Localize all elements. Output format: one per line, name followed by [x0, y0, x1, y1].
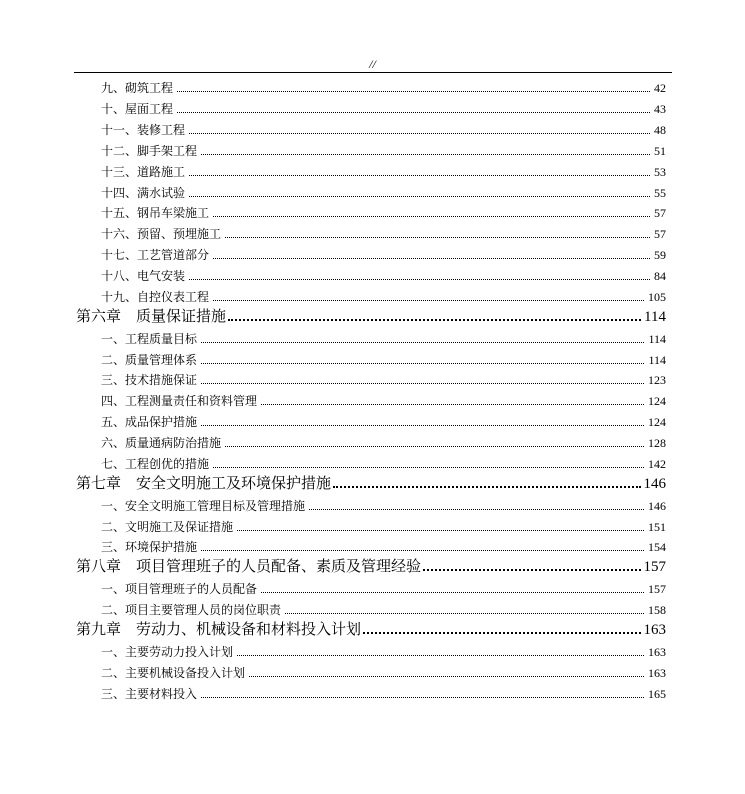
toc-entry-title: 十六、预留、预埋施工 [101, 227, 222, 241]
toc-leader [309, 509, 644, 510]
toc-entry-title: 四、工程测量责任和资料管理 [101, 394, 258, 408]
toc-entry-title: 一、工程质量目标 [101, 332, 198, 346]
toc-page-number: 55 [654, 186, 666, 200]
toc-entry-title: 九、砌筑工程 [101, 81, 174, 95]
toc-leader [261, 592, 644, 593]
toc-page-number: 146 [648, 499, 666, 513]
toc-chapter-title: 第六章 质量保证措施 [76, 307, 227, 325]
toc-leader [237, 530, 644, 531]
toc-chapter-entry[interactable] [76, 472, 666, 493]
toc-entry-title: 三、环境保护措施 [101, 540, 198, 554]
toc-page-number: 105 [648, 290, 666, 304]
toc-leader [189, 175, 650, 176]
toc-entry-title: 十五、钢吊车梁施工 [101, 206, 210, 220]
page-header-mark: // [369, 57, 376, 71]
toc-leader [228, 319, 641, 321]
toc-leader [285, 613, 644, 614]
toc-entry-title: 十一、装修工程 [101, 123, 186, 137]
toc-leader [423, 569, 640, 571]
toc-leader [189, 133, 650, 134]
toc-chapter-title: 第九章 劳动力、机械设备和材料投入计划 [76, 620, 362, 638]
toc-entry[interactable] [101, 75, 666, 96]
toc-page-number: 165 [648, 687, 666, 701]
toc-entry-title: 六、质量通病防治措施 [101, 436, 222, 450]
toc-page-number: 42 [654, 81, 666, 95]
toc-page-number: 53 [654, 165, 666, 179]
toc-entry-title: 一、主要劳动力投入计划 [101, 645, 234, 659]
toc-entry[interactable] [101, 597, 666, 618]
toc-entry[interactable] [101, 514, 666, 535]
toc-leader [225, 237, 650, 238]
toc-entry[interactable] [101, 242, 666, 263]
toc-page-number: 158 [648, 603, 666, 617]
toc-leader [213, 300, 644, 301]
toc-leader [201, 425, 644, 426]
toc-entry[interactable] [101, 660, 666, 681]
toc-page-number: 114 [648, 332, 666, 346]
toc-leader [201, 363, 644, 364]
toc-page-number: 163 [643, 622, 666, 638]
toc-entry-title: 十九、自控仪表工程 [101, 290, 210, 304]
toc-leader [189, 196, 650, 197]
toc-leader [177, 91, 650, 92]
toc-page-number: 114 [648, 353, 666, 367]
toc-page-number: 57 [654, 206, 666, 220]
toc-entry[interactable] [101, 534, 666, 555]
toc-page-number: 163 [648, 645, 666, 659]
toc-chapter-entry[interactable] [76, 618, 666, 639]
toc-leader [201, 697, 644, 698]
toc-chapter-entry[interactable] [76, 305, 666, 326]
toc-page-number: 142 [648, 457, 666, 471]
header-rule [74, 72, 672, 73]
toc-entry-title: 十、屋面工程 [101, 102, 174, 116]
toc-page-number: 57 [654, 227, 666, 241]
toc-page-number: 84 [654, 269, 666, 283]
toc-leader [225, 446, 644, 447]
toc-page-number: 146 [643, 476, 666, 492]
toc-entry-title: 五、成品保护措施 [101, 415, 198, 429]
toc-entry[interactable] [101, 409, 666, 430]
toc-page-number: 128 [648, 436, 666, 450]
toc-entry-title: 二、主要机械设备投入计划 [101, 666, 246, 680]
toc-entry-title: 三、技术措施保证 [101, 373, 198, 387]
toc-entry-title: 一、项目管理班子的人员配备 [101, 582, 258, 596]
toc-chapter-title: 第八章 项目管理班子的人员配备、素质及管理经验 [76, 557, 422, 575]
toc-page-number: 43 [654, 102, 666, 116]
toc-leader [333, 486, 640, 488]
toc-page-number: 48 [654, 123, 666, 137]
toc-leader [177, 112, 650, 113]
toc-page-number: 51 [654, 144, 666, 158]
toc-leader [213, 258, 650, 259]
toc-entry-title: 二、质量管理体系 [101, 353, 198, 367]
toc-page-number: 114 [644, 309, 666, 325]
toc-entry[interactable] [101, 96, 666, 117]
toc-leader [201, 342, 644, 343]
toc-chapter-title: 第七章 安全文明施工及环境保护措施 [76, 474, 332, 492]
toc-entry[interactable] [101, 347, 666, 368]
toc-entry[interactable] [101, 367, 666, 388]
toc-entry[interactable] [101, 681, 666, 702]
toc-page-number: 163 [648, 666, 666, 680]
toc-entry[interactable] [101, 180, 666, 201]
toc-entry-title: 十三、道路施工 [101, 165, 186, 179]
toc-page-number: 154 [648, 540, 666, 554]
toc-entry[interactable] [101, 117, 666, 138]
toc-entry[interactable] [101, 493, 666, 514]
toc-entry-title: 十七、工艺管道部分 [101, 248, 210, 262]
toc-page-number: 157 [648, 582, 666, 596]
toc-entry[interactable] [101, 576, 666, 597]
toc-page-number: 59 [654, 248, 666, 262]
toc-page-number: 157 [643, 559, 666, 575]
toc-page-number: 123 [648, 373, 666, 387]
toc-entry-title: 十八、电气安装 [101, 269, 186, 283]
toc-entry[interactable] [101, 430, 666, 451]
toc-entry[interactable] [101, 221, 666, 242]
toc-entry-title: 十四、满水试验 [101, 186, 186, 200]
toc-entry-title: 七、工程创优的措施 [101, 457, 210, 471]
toc-page-number: 124 [648, 394, 666, 408]
toc-entry-title: 三、主要材料投入 [101, 687, 198, 701]
toc-entry[interactable] [101, 138, 666, 159]
toc-entry-title: 十二、脚手架工程 [101, 144, 198, 158]
toc-entry-title: 一、安全文明施工管理目标及管理措施 [101, 499, 306, 513]
toc-leader [363, 632, 640, 634]
toc-leader [213, 216, 650, 217]
toc-entry[interactable] [101, 388, 666, 409]
toc-entry-title: 二、文明施工及保证措施 [101, 520, 234, 534]
toc-entry[interactable] [101, 451, 666, 472]
toc-entry-title: 二、项目主要管理人员的岗位职责 [101, 603, 282, 617]
toc-page-number: 151 [648, 520, 666, 534]
toc-entry[interactable] [101, 284, 666, 305]
toc-entry[interactable] [101, 263, 666, 284]
toc-leader [189, 279, 650, 280]
toc-leader [249, 676, 644, 677]
toc-entry[interactable] [101, 200, 666, 221]
toc-entry[interactable] [101, 326, 666, 347]
toc-leader [237, 655, 644, 656]
toc-page-number: 124 [648, 415, 666, 429]
toc-chapter-entry[interactable] [76, 555, 666, 576]
toc-leader [213, 467, 644, 468]
toc-leader [201, 154, 650, 155]
toc-leader [201, 550, 644, 551]
toc-leader [261, 404, 644, 405]
toc-entry[interactable] [101, 639, 666, 660]
toc-leader [201, 383, 644, 384]
toc-entry[interactable] [101, 159, 666, 180]
